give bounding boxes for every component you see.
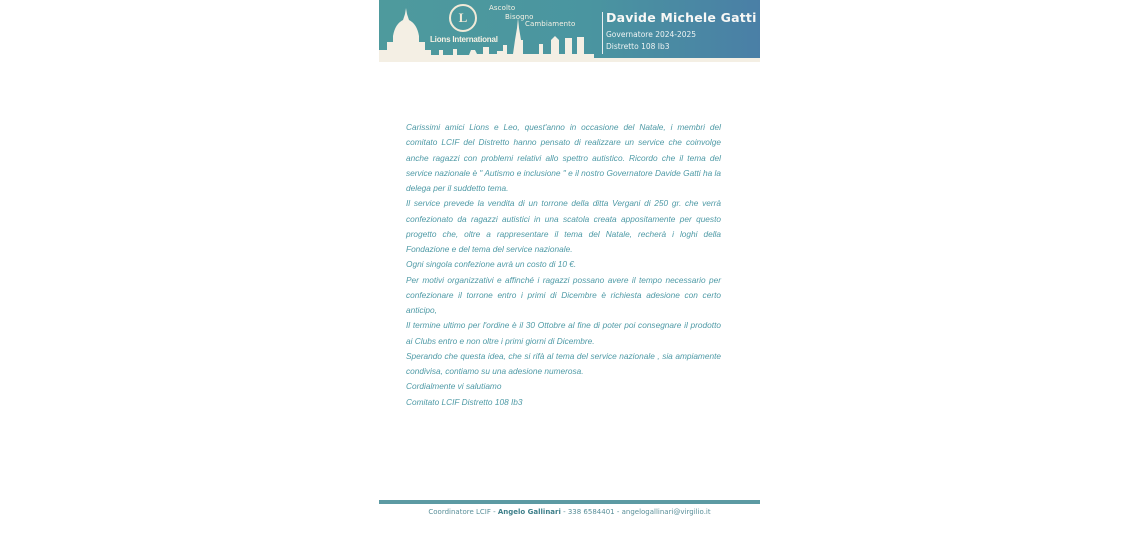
motto-line-1: Ascolto: [489, 4, 516, 12]
header-banner: [379, 0, 760, 62]
letter-body: [406, 120, 721, 410]
letter-page: [379, 0, 760, 540]
organization-name: Lions International: [430, 35, 498, 44]
paragraph-greeting: Carissimi amici Lions e Leo, quest'anno in occasione del Natale, i membri del comitato LCIF del Distretto hanno pensato di realizzare un service che coinvolge anche ragazzi con problemi relativi allo spettro autistico. Ricordo che il tema del service nazionale è " Autismo e inclusione " e il nostro Governatore Davide Gatti ha la delega per il suddetto tema.: [406, 122, 721, 193]
paragraph-salutation: Cordialmente vi salutiamo: [406, 381, 502, 392]
footer-divider: [379, 500, 760, 504]
district-name: Distretto 108 Ib3: [606, 42, 670, 51]
footer-role: Coordinatore LCIF -: [428, 508, 498, 516]
paragraph-closing-hope: Sperando che questa idea, che si rifà al tema del service nazionale , sia ampiamente condivisa, contiamo su una adesione numerosa.: [406, 350, 721, 376]
paragraph-organization: Per motivi organizzativi e affinché i ragazzi possano avere il tempo necessario per confezionare il torrone entro i primi di Dicembre è richiesta adesione con certo anticipo,: [406, 274, 721, 315]
footer-coordinator-name: Angelo Gallinari: [497, 508, 561, 516]
governor-role: Governatore 2024-2025: [606, 30, 697, 39]
motto-line-2: Bisogno: [505, 13, 534, 21]
lions-logo-icon: L: [449, 4, 477, 32]
footer-phone-email: - 338 6584401 - angelogallinari@virgilio.it: [560, 508, 711, 516]
paragraph-price: Ogni singola confezione avrà un costo di 10 €.: [406, 259, 577, 270]
footer-contact: [379, 508, 760, 516]
motto-line-3: Cambiamento: [525, 20, 576, 28]
header-divider: [602, 12, 603, 54]
paragraph-service-description: Il service prevede la vendita di un torrone della ditta Vergani di 250 gr. che verrà confezionato da ragazzi autistici in una scatola creata appositamente per questo progetto che, oltre a rappresentare il tema del Natale, recherà i loghi della Fondazione e del tema del service nazionale.: [406, 198, 721, 254]
governor-name: Davide Michele Gatti: [606, 10, 757, 25]
paragraph-deadline: Il termine ultimo per l'ordine è il 30 Ottobre al fine di poter poi consegnare il prodotto ai Clubs entro e non oltre i primi giorni di Dicembre.: [406, 320, 721, 346]
paragraph-signature: Comitato LCIF Distretto 108 Ib3: [406, 396, 523, 407]
